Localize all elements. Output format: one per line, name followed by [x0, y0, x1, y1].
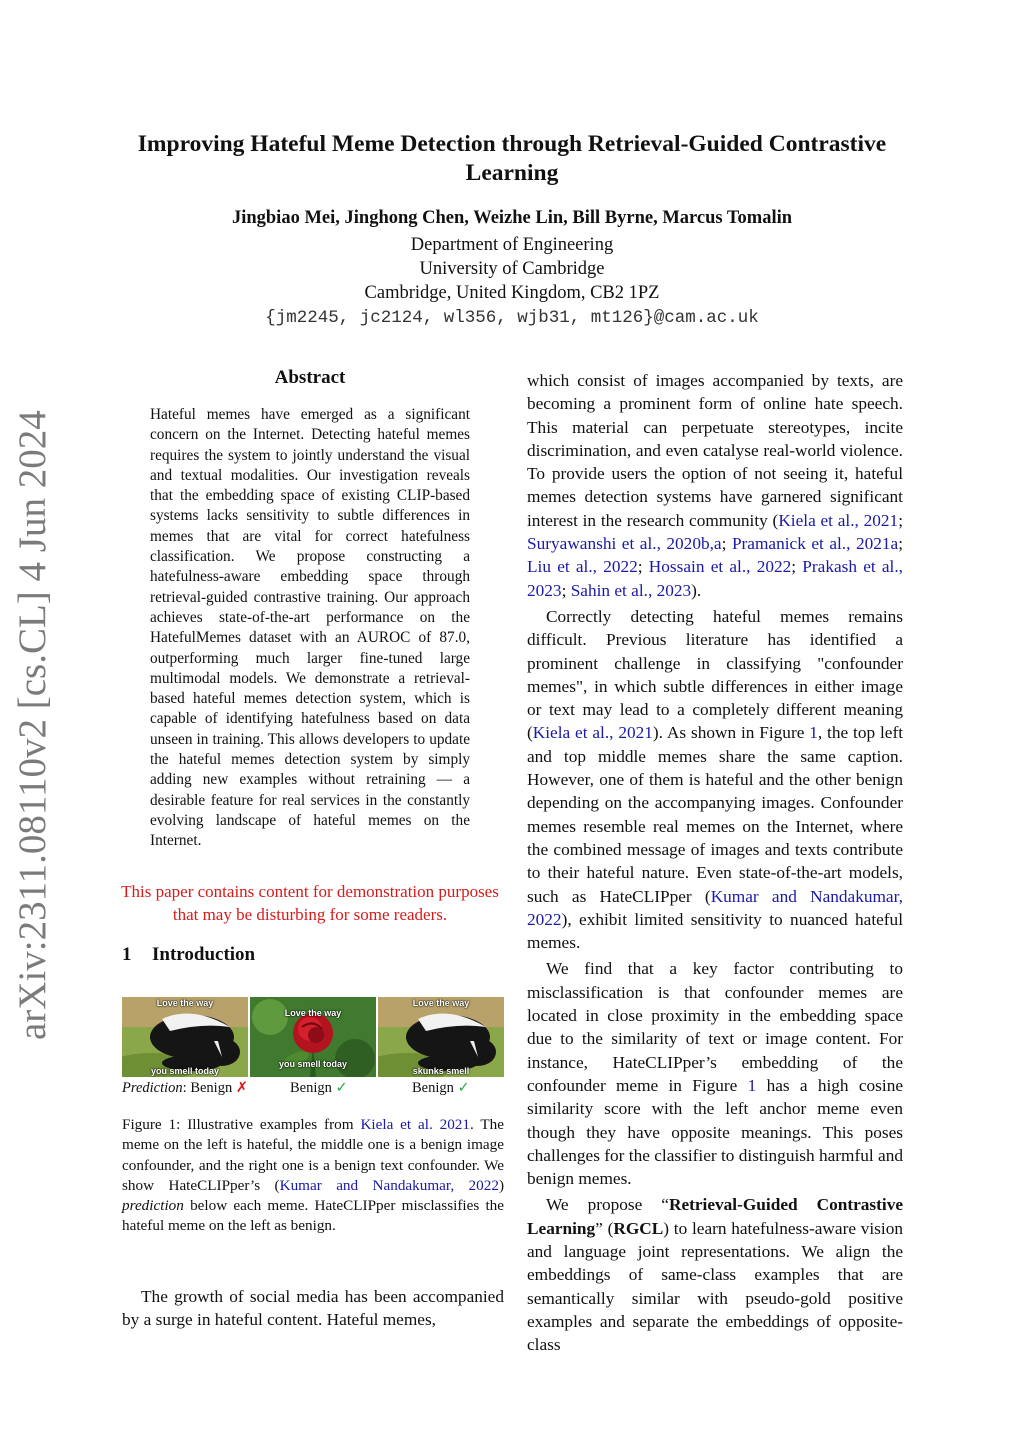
citation-link[interactable]: Sahin et al., 2023 — [570, 580, 692, 600]
citation-link[interactable]: Kumar and Nandakumar, 2022 — [279, 1176, 499, 1194]
skunk-image — [378, 997, 504, 1077]
citation-link[interactable]: Kiela et al., 2021 — [532, 723, 653, 743]
skunk-image — [122, 997, 248, 1077]
meme-bottom-text: you smell today — [278, 1059, 348, 1069]
affiliation-address: Cambridge, United Kingdom, CB2 1PZ — [364, 283, 660, 303]
abstract-text: Hateful memes have emerged as a significant concern on the Internet. Detecting hateful memes requires the system to jointly understand the visual and textual modalities. Our investigation reveals that the embedding space of existing CLIP-based systems lacks sensitivity to subtle differences in memes that are vital for correct hatefulness classification. We propose constructing a hatefulness-aware embedding space through retrieval-guided contrastive training. Our approach achieves state-of-the-art performance on the HatefulMemes dataset with an AUROC of 87.0, outperforming much larger fine-tuned large multimodal models. We demonstrate a retrieval-based hateful memes detection system, which is capable of identifying hatefulness based on data unseen in training. This allows developers to update the hateful memes detection system by simply adding new examples without retraining — a desirable feature for real services in the constantly evolving landscape of hateful memes on the Internet. — [150, 406, 470, 850]
caption-text: ) — [498, 1176, 504, 1194]
author-list: Jingbiao Mei, Jinghong Chen, Weizhe Lin, Bill Byrne, Marcus Tomalin — [231, 208, 793, 228]
prediction-value: Benign — [412, 1080, 454, 1096]
citation-link[interactable]: Kumar and Nandakumar, 2022 — [527, 886, 903, 929]
figure-1-caption — [122, 1115, 504, 1237]
citation-link[interactable]: Pramanick et al., 2021a — [731, 534, 899, 554]
check-mark-icon: ✓ — [335, 1080, 348, 1096]
citation-link[interactable]: Kiela et al., 2021 — [778, 510, 899, 530]
meme-top-text: Love the way — [156, 998, 214, 1008]
intro-paragraph-1: which consist of images accompanied by texts, are becoming a prominent form of online hate speech. This material can perpetuate stereotypes, incite discrimination, and even catalyse real-world violence. To provide users the option of not seeing it, hateful memes detection systems have garnered significant interest in the research community (Kiela et al., 2021; Suryawanshi et al., 2020b,a; Pramanick et al., 2021a; Liu et al., 2022; Hossain et al., 2022; Prakash et al., 2023; Sahin et al., 2023). — [527, 371, 904, 600]
arxiv-identifier: arXiv:2311.08110v2 [cs.CL] 4 Jun 2024 — [11, 410, 54, 1040]
content-warning: This paper contains content for demonstration purposes that may be disturbing for some readers. — [121, 882, 499, 924]
caption-italic: prediction — [122, 1197, 184, 1215]
intro-paragraph-start: The growth of social media has been accompanied by a surge in hateful content. Hateful memes, — [122, 1287, 504, 1330]
citation-link[interactable]: Kiela et al. 2021 — [360, 1116, 470, 1133]
right-column — [527, 369, 903, 1356]
intro-paragraph-3: We find that a key factor contributing to misclassification is that confounder memes are located in close proximity in the embedding space due to the similarity of text or image content. For instance, HateCLIPper’s embedding of the confounder meme in Figure 1 has a high cosine similarity score with the left anchor meme even though they have opposite meanings. This poses challenges for the classifier to distinguish harmful and benign memes. — [527, 959, 904, 1189]
citation-link[interactable]: Suryawanshi et al., 2020b,a — [527, 534, 722, 554]
affiliation-department: Department of Engineering — [410, 235, 614, 255]
paper-title: Improving Hateful Meme Detection through Retrieval-Guided Contrastive Learning — [137, 131, 887, 186]
prediction-2 — [290, 1080, 348, 1097]
prediction-1: Prediction: Benign ✗ — [122, 1080, 248, 1096]
prediction-3 — [412, 1080, 470, 1097]
check-mark-icon: ✓ — [457, 1080, 470, 1096]
caption-label: Figure 1: — [122, 1116, 181, 1133]
affiliation-university: University of Cambridge — [419, 259, 605, 279]
prediction-label: Prediction — [122, 1080, 183, 1096]
section-title: Introduction — [152, 944, 256, 965]
prediction-value: Benign — [290, 1080, 332, 1096]
caption-text: Illustrative examples from — [180, 1116, 361, 1133]
meme-hateful-skunk — [122, 997, 248, 1077]
figure-1-memes — [122, 997, 504, 1077]
meme-benign-rose — [250, 997, 376, 1077]
section-heading — [122, 944, 255, 966]
figure-ref-link[interactable]: 1 — [809, 723, 818, 743]
author-emails: {jm2245, jc2124, wl356, wjb31, mt126}@cam.ac.uk — [265, 308, 759, 328]
intro-paragraph-2: Correctly detecting hateful memes remains difficult. Previous literature has identified a prominent challenge in classifying "confounder memes", in which subtle differences in either image or text may lead to a completely different meaning (Kiela et al., 2021). As shown in Figure 1, the top left and top middle memes share the same caption. However, one of them is hateful and the other benign depending on the accompanying images. Confounder memes resemble real memes on the Internet, where the combined message of images and texts contribute to their hateful nature. Even state-of-the-art models, such as HateCLIPper (Kumar and Nandakumar, 2022), exhibit limited sensitivity to nuanced hateful memes. — [527, 606, 903, 953]
abstract-heading: Abstract — [274, 367, 346, 388]
meme-benign-text-skunk — [378, 997, 504, 1077]
section-number: 1 — [122, 944, 132, 965]
figure-ref-link[interactable]: 1 — [747, 1075, 757, 1095]
prediction-value: Benign — [190, 1080, 233, 1096]
citation-link[interactable]: Liu et al., 2022 — [527, 557, 638, 577]
caption-text: . The meme on the left is hateful, the middle one is a benign image confounder, and the right one is a benign text confounder. We show HateCLIPper’s ( — [122, 1116, 504, 1194]
caption-text: below each meme. HateCLIPper misclassifies the hateful meme on the left as benign. — [122, 1197, 504, 1235]
meme-bottom-text: skunks smell — [412, 1066, 470, 1076]
meme-top-text: Love the way — [284, 1008, 342, 1018]
cross-mark-icon: ✗ — [235, 1080, 248, 1096]
meme-top-text: Love the way — [412, 998, 470, 1008]
citation-link[interactable]: Hossain et al., 2022 — [648, 557, 792, 577]
intro-paragraph-4: We propose “Retrieval-Guided Contrastive Learning” (RGCL) to learn hatefulness-aware vision and language joint representations. We align the embeddings of same-class examples that are semantically similar with pseudo-gold positive examples and separate the embeddings of opposite-class — [527, 1195, 904, 1355]
meme-bottom-text: you smell today — [150, 1066, 220, 1076]
citation-link[interactable]: Prakash et al., 2023 — [527, 557, 903, 600]
